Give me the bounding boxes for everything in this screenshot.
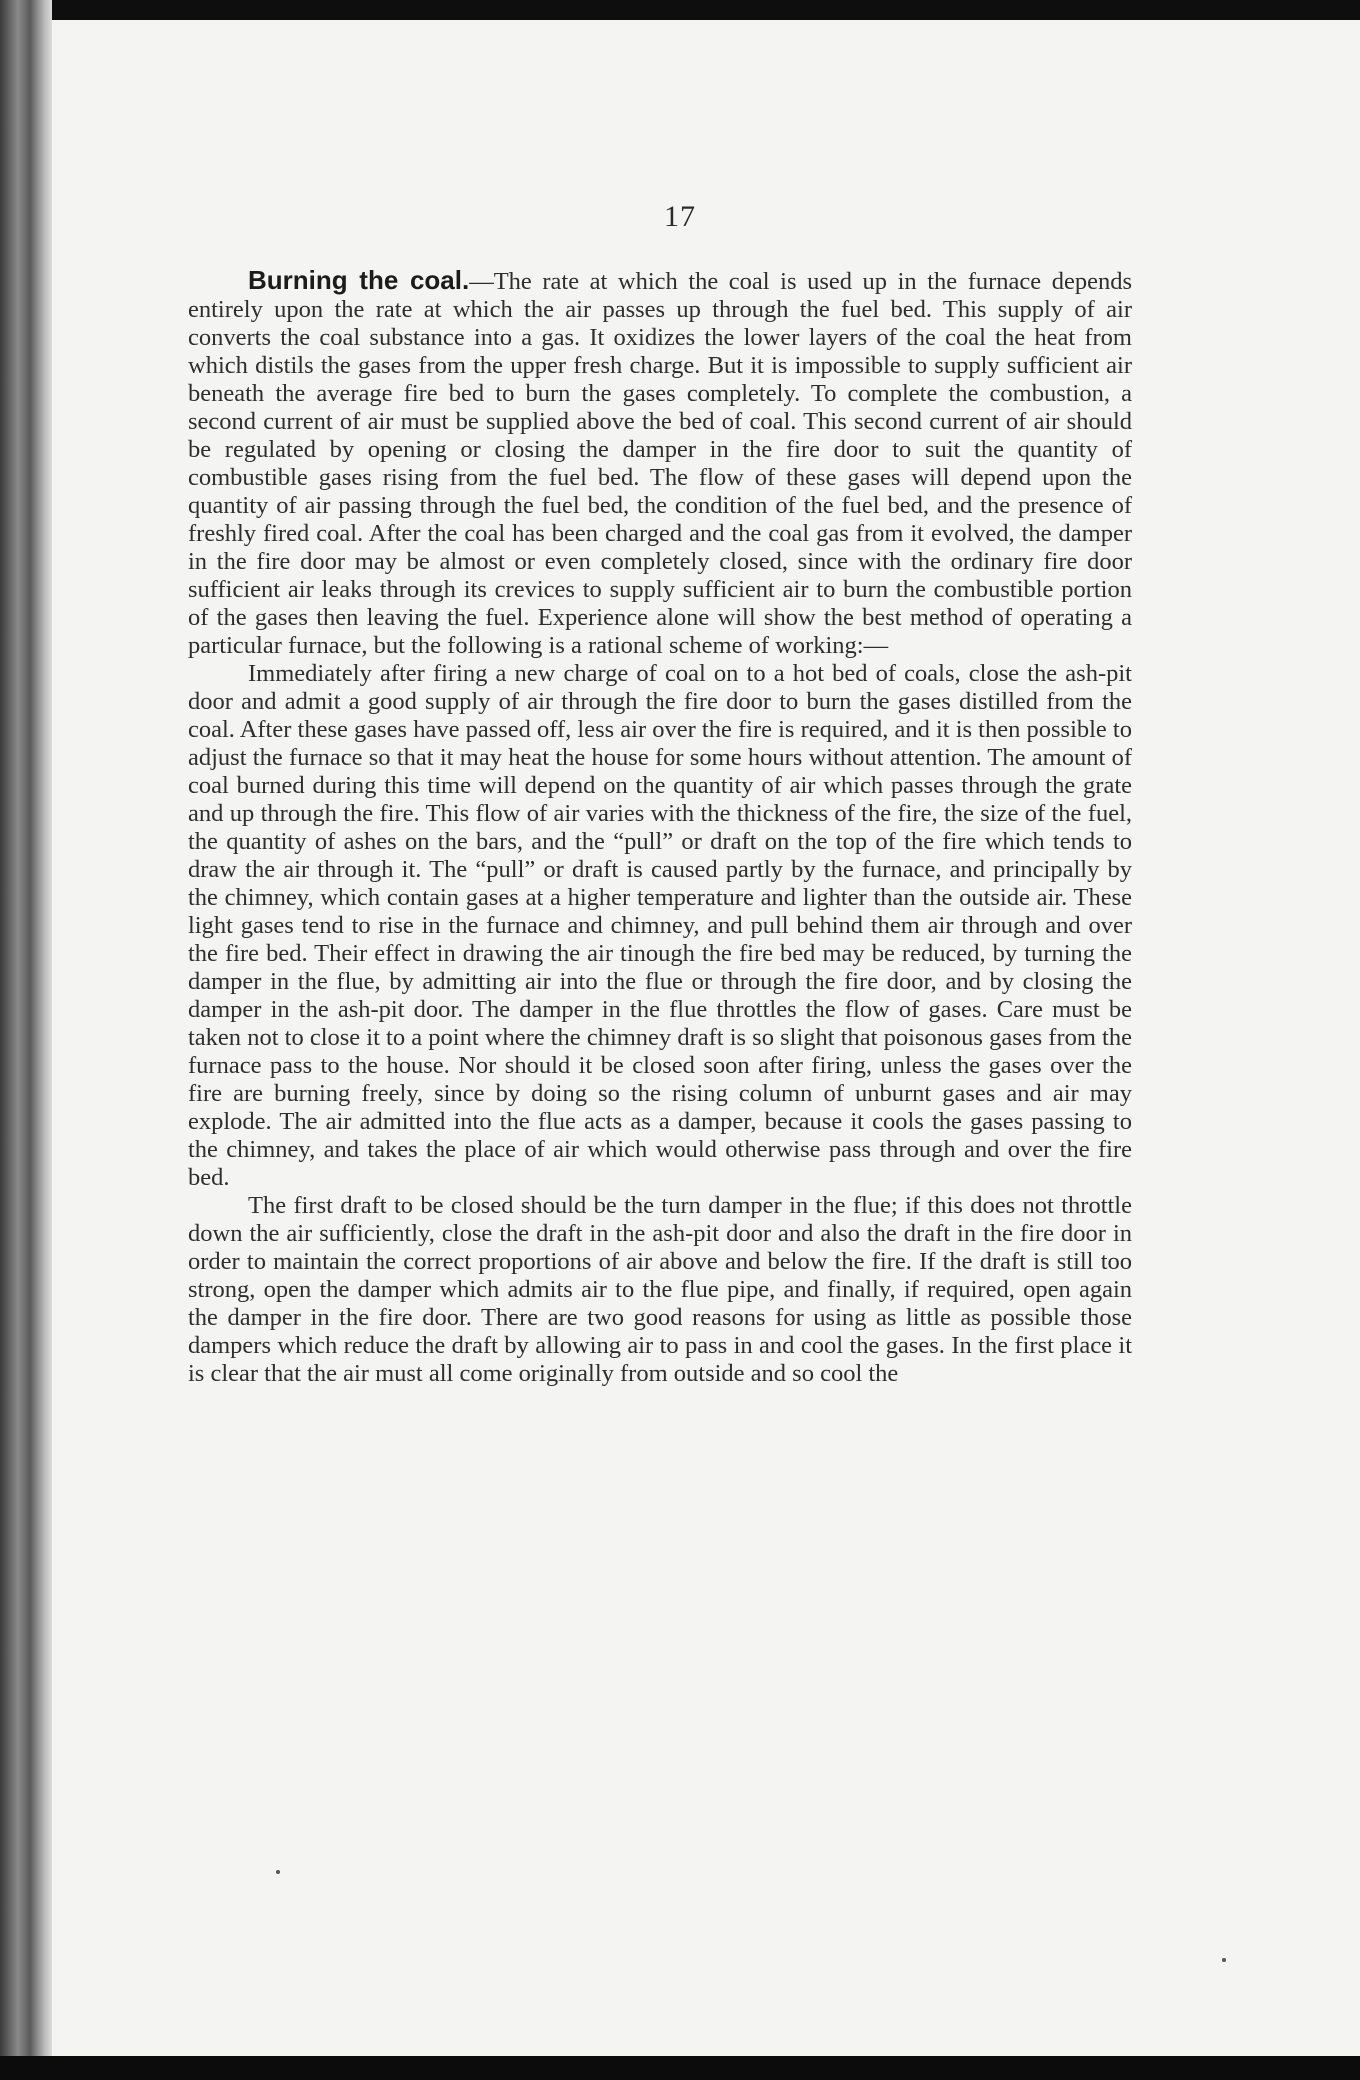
scan-top-border bbox=[0, 0, 1360, 22]
scan-bottom-border bbox=[0, 2056, 1360, 2080]
paper-speck bbox=[276, 1870, 280, 1874]
paper-speck bbox=[1222, 1958, 1226, 1962]
section-heading: Burning the coal. bbox=[248, 265, 470, 295]
paragraph-3: The first draft to be closed should be the turn damper in the flue; if this does not throttle down the air sufficiently, close the draft in the ash-pit door and also the draft in the fire door in order to maintain the correct proportions of air above and below the fire. If the draft is still too strong, open the damper which admits air to the flue pipe, and finally, if required, open again the damper in the fire door. There are two good reasons for using as little as possible those dampers which reduce the draft by allowing air to pass in and cool the gases. In the first place it is clear that the air must all come originally from outside and so cool the bbox=[188, 1192, 1132, 1387]
paragraph-2: Immediately after firing a new charge of coal on to a hot bed of coals, close the ash-pit door and admit a good supply of air through the fire door to burn the gases distilled from the coal. After these gases have passed off, less air over the fire is required, and it is then possible to adjust the furnace so that it may heat the house for some hours without attention. The amount of coal burned during this time will depend on the quantity of air which passes through the grate and up through the fire. This flow of air varies with the thickness of the fire, the size of the fuel, the quantity of ashes on the bars, and the “pull” or draft on the top of the fire which tends to draw the air through it. The “pull” or draft is caused partly by the furnace, and principally by the chimney, which contain gases at a higher temperature and lighter than the outside air. These light gases tend to rise in the furnace and chimney, and pull behind them air through and over the fire bed. Their effect in drawing the air tinough the fire bed may be reduced, by turning the damper in the flue, by admitting air into the flue or through the fire door, and by closing the damper in the ash-pit door. The damper in the flue throttles the flow of gases. Care must be taken not to close it to a point where the chimney draft is so slight that poisonous gases from the furnace pass to the house. Nor should it be closed soon after firing, unless the gases over the fire are burning freely, since by doing so the rising column of unburnt gases and air may explode. The air admitted into the flue acts as a damper, because it cools the gases passing to the chimney, and takes the place of air which would otherwise pass through and over the fire bed. bbox=[188, 660, 1132, 1191]
paragraph-1-text: —The rate at which the coal is used up in the furnace depends entirely upon the rate at which the air passes up through the fuel bed. This supply of air converts the coal substance into a gas. It oxidizes the lower layers of the coal the heat from which distils the gases from the upper fresh charge. But it is impossible to supply sufficient air beneath the average fire bed to burn the gases completely. To complete the combustion, a second current of air must be supplied above the bed of coal. This second current of air should be regulated by opening or closing the damper in the fire door to suit the quantity of combustible gases rising from the fuel bed. The flow of these gases will depend upon the quantity of air passing through the fuel bed, the condition of the fuel bed, and the presence of freshly fired coal. After the coal has been charged and the coal gas from it evolved, the damper in the fire door may be almost or even completely closed, since with the ordinary fire door sufficient air leaks through its crevices to supply sufficient air to burn the combustible portion of the gases then leaving the fuel. Experience alone will show the best method of operating a particular furnace, but the following is a rational scheme of working:— bbox=[188, 268, 1132, 659]
book-spine-edge bbox=[0, 0, 52, 2080]
body-text bbox=[188, 266, 1132, 1388]
paragraph-1 bbox=[188, 266, 1132, 660]
page-number: 17 bbox=[664, 200, 696, 233]
